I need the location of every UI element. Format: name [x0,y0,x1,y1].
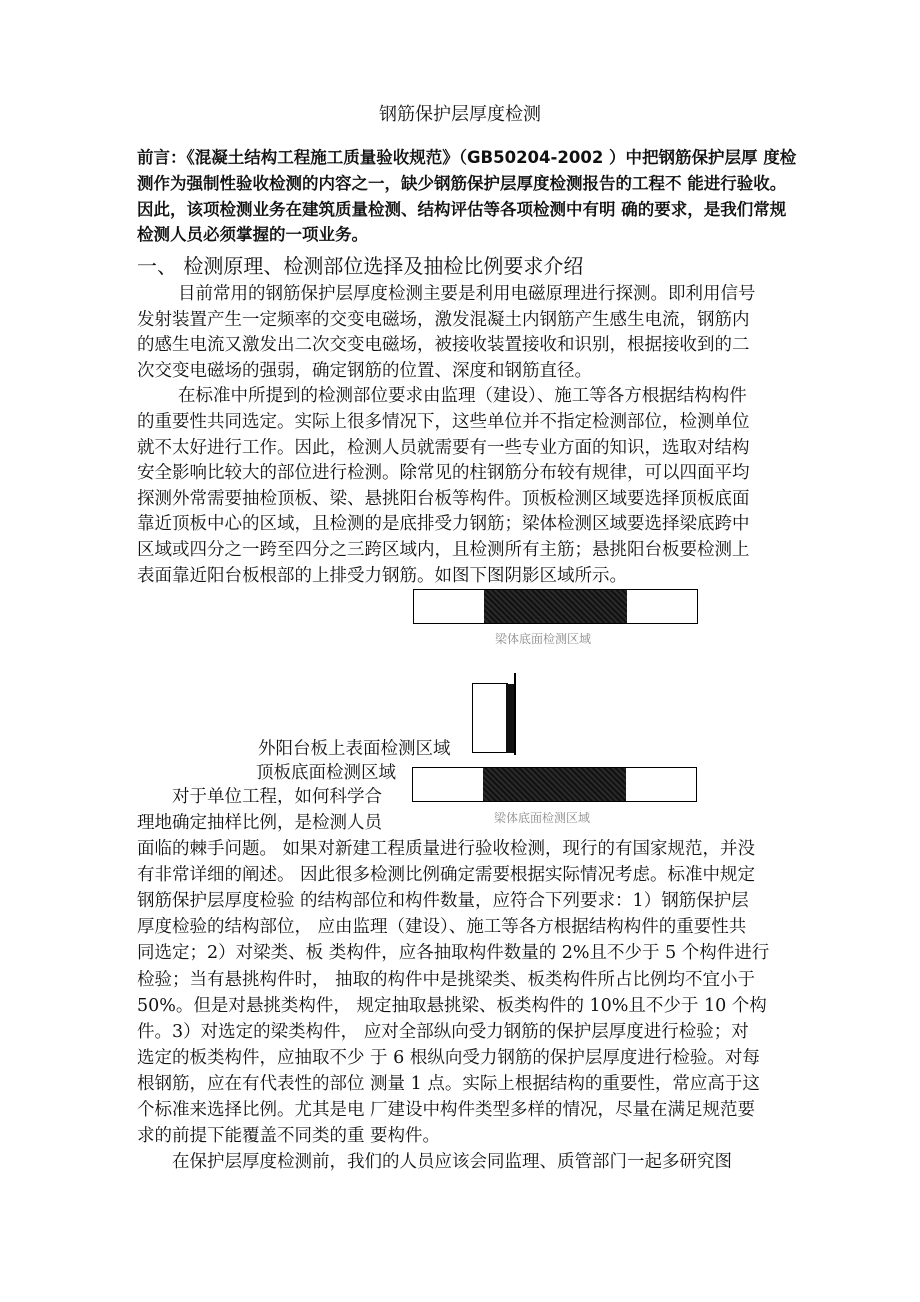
text-line: 求的前提下能覆盖不同类的重 要构件。 [137,1126,441,1147]
text-line: 面临的棘手问题。 如果对新建工程质量进行验收检测，现行的有国家规范，并没 [137,839,756,859]
text-line: 的感生电流又激发出二次交变电磁场，被接收装置接收和识别，根据接收到的二 [137,335,750,356]
text-line: 对于单位工程，如何科学合 [172,787,382,807]
text-line: 有非常详细的阐述。 因此很多检测比例确定需要根据实际情况考虑。标准中规定 [137,865,756,886]
text-line: 在标准中所提到的检测部位要求由监理（建设）、施工等各方根据结构构件 [178,386,747,407]
text-line: 发射装置产生一定频率的交变电磁场，激发混凝土内钢筋产生感生电流，钢筋内 [137,309,750,330]
beam-diagram-top [413,589,698,624]
text-line: 选定的板类构件，应抽取不少 于 6 根纵向受力钢筋的保护层厚度进行检验。对每 [137,1047,760,1068]
caption-bottom: 梁体底面检测区域 [494,811,591,825]
text-line: 靠近顶板中心的区域，且检测的是底排受力钢筋；梁体检测区域要选择梁底跨中 [137,514,750,535]
text-line: 区域或四分之一跨至四分之三跨区域内，且检测所有主筋；悬挑阳台板要检测上 [137,540,750,560]
shaded-area [484,590,627,623]
text-line: 50%。但是对悬挑类构件， 规定抽取悬挑梁、板类构件的 10%且不少于 10 个构 [137,995,767,1016]
shaded-area [483,768,626,801]
text-line: 检测人员必须掌握的一项业务。 [137,225,368,245]
text-line: 目前常用的钢筋保护层厚度检测主要是利用电磁原理进行探测。即利用信号 [178,284,756,304]
text-line: 钢筋保护层厚度检验 的结构部位和构件数量，应符合下列要求：1）钢筋保护层 [137,891,749,912]
text-line: 同选定；2）对梁类、板 类构件，应各抽取构件数量的 2%且不少于 5 个构件进行 [137,943,770,964]
balcony-edge-line [514,673,516,755]
text-line: 件。3）对选定的梁类构件， 应对全部纵向受力钢筋的保护层厚度进行检验；对 [137,1021,749,1042]
text-line: 就不太好进行工作。因此，检测人员就需要有一些专业方面的知识，选取对结构 [137,437,750,458]
text-line: 个标准来选择比例。尤其是电 厂建设中构件类型多样的情况，尽量在满足规范要 [137,1100,756,1120]
text-line: 的重要性共同选定。实际上很多情况下，这些单位并不指定检测部位，检测单位 [137,412,750,432]
beam-diagram-bottom [412,767,697,802]
text-line: 理地确定抽样比例，是检测人员 [137,813,382,833]
label-slab: 顶板底面检测区域 [256,763,396,783]
text-line: 安全影响比较大的部位进行检测。除常见的柱钢筋分布较有规律，可以四面平均 [137,463,750,484]
text-line: 根钢筋，应在有代表性的部位 测量 1 点。实际上根据结构的重要性，常应高于这 [137,1073,760,1094]
balcony-diagram [472,683,508,753]
label-balcony: 外阳台板上表面检测区域 [258,739,451,759]
text-line: 检验；当有悬挑构件时， 抽取的构件中是挑梁类、板类构件所占比例均不宜小于 [137,969,756,990]
text-line: 因此，该项检测业务在建筑质量检测、结构评估等各项检测中有明 确的要求，是我们常规 [137,199,787,219]
text-line: 表面靠近阳台板根部的上排受力钢筋。如图下图阴影区域所示。 [137,565,627,586]
text-line: 探测外常需要抽检顶板、梁、悬挑阳台板等构件。顶板检测区域要选择顶板底面 [137,488,750,509]
text-line: 在保护层厚度检测前，我们的人员应该会同监理、质管部门一起多研究图 [172,1152,732,1173]
caption-top: 梁体底面检测区域 [495,632,592,646]
page-title: 钢筋保护层厚度检测 [379,104,541,125]
text-line: 次交变电磁场的强弱，确定钢筋的位置、深度和钢筋直径。 [137,360,592,381]
section-heading: 一、 检测原理、检测部位选择及抽检比例要求介绍 [137,254,584,278]
text-line: 厚度检验的结构部位， 应由监理（建设）、施工等各方根据结构构件的重要性共 [137,917,747,938]
text-line: 前言：《混凝土结构工程施工质量验收规范》（GB50204-2002 ）中把钢筋保护层厚 度检 [137,148,797,167]
text-line: 测作为强制性验收检测的内容之一，缺少钢筋保护层厚度检测报告的工程不 能进行验收。 [137,173,787,193]
